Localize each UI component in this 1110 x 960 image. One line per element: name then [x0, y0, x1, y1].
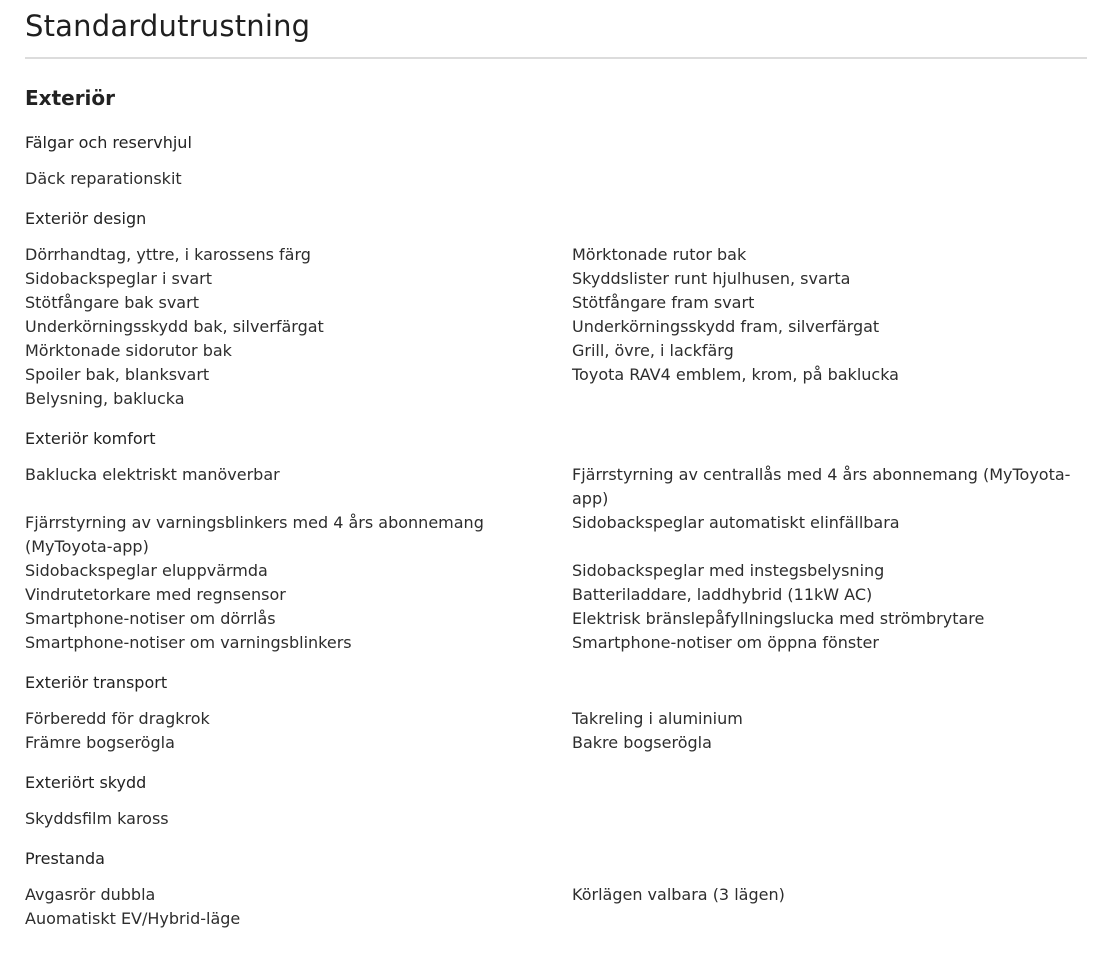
group-title: Prestanda: [25, 849, 105, 868]
equipment-item: Bakre bogserögla: [572, 733, 712, 752]
equipment-item: Sidobackspeglar i svart: [25, 269, 212, 288]
page-title: Standardutrustning: [25, 9, 311, 43]
equipment-item: Skyddsfilm kaross: [25, 809, 169, 828]
equipment-list: [25, 463, 1087, 655]
equipment-item: Dörrhandtag, yttre, i karossens färg: [25, 245, 311, 264]
equipment-group: [25, 831, 1087, 931]
equipment-list: [25, 707, 1087, 755]
equipment-group: [25, 191, 1087, 411]
equipment-item: Takreling i aluminium: [572, 709, 743, 728]
equipment-group: [25, 115, 1087, 191]
equipment-group: [25, 655, 1087, 755]
equipment-list: [25, 883, 1087, 931]
equipment-item: Baklucka elektriskt manöverbar: [25, 465, 280, 484]
equipment-item: Skyddslister runt hjulhusen, svarta: [572, 269, 851, 288]
equipment-item: Underkörningsskydd bak, silverfärgat: [25, 317, 324, 336]
equipment-item: Elektrisk bränslepåfyllningslucka med strömbrytare: [572, 609, 985, 628]
section-title-exterior: Exteriör: [25, 86, 116, 110]
equipment-item: Fjärrstyrning av varningsblinkers med 4 års abonnemang (MyToyota-app): [25, 513, 484, 556]
equipment-item: Främre bogserögla: [25, 733, 175, 752]
equipment-group: [25, 411, 1087, 655]
equipment-list: [25, 807, 1087, 831]
equipment-item: Förberedd för dragkrok: [25, 709, 210, 728]
equipment-item: Fjärrstyrning av centrallås med 4 års abonnemang (MyToyota-app): [572, 465, 1071, 508]
equipment-item: Stötfångare fram svart: [572, 293, 755, 312]
group-title: Exteriör transport: [25, 673, 168, 692]
equipment-item: Sidobackspeglar med instegsbelysning: [572, 561, 885, 580]
equipment-group: [25, 755, 1087, 831]
equipment-item: Sidobackspeglar eluppvärmda: [25, 561, 268, 580]
equipment-item: Toyota RAV4 emblem, krom, på baklucka: [572, 365, 899, 384]
group-title: Exteriört skydd: [25, 773, 147, 792]
group-title: Fälgar och reservhjul: [25, 133, 192, 152]
equipment-item: Mörktonade sidorutor bak: [25, 341, 232, 360]
equipment-list: [25, 167, 1087, 191]
group-title: Exteriör design: [25, 209, 147, 228]
equipment-item: Auomatiskt EV/Hybrid-läge: [25, 909, 241, 928]
equipment-item: Spoiler bak, blanksvart: [25, 365, 210, 384]
equipment-item: Sidobackspeglar automatiskt elinfällbara: [572, 513, 900, 532]
equipment-item: Belysning, baklucka: [25, 389, 185, 408]
equipment-item: Smartphone-notiser om öppna fönster: [572, 633, 879, 652]
equipment-item: Däck reparationskit: [25, 169, 182, 188]
equipment-item: Grill, övre, i lackfärg: [572, 341, 734, 360]
equipment-item: Mörktonade rutor bak: [572, 245, 747, 264]
equipment-list: [25, 243, 1087, 411]
equipment-item: Vindrutetorkare med regnsensor: [25, 585, 286, 604]
equipment-item: Stötfångare bak svart: [25, 293, 199, 312]
equipment-groups: [25, 115, 1087, 931]
equipment-item: Underkörningsskydd fram, silverfärgat: [572, 317, 880, 336]
group-title: Exteriör komfort: [25, 429, 156, 448]
equipment-item: Smartphone-notiser om dörrlås: [25, 609, 276, 628]
equipment-item: Körlägen valbara (3 lägen): [572, 885, 785, 904]
equipment-item: Avgasrör dubbla: [25, 885, 156, 904]
equipment-item: Smartphone-notiser om varningsblinkers: [25, 633, 352, 652]
equipment-item: Batteriladdare, laddhybrid (11kW AC): [572, 585, 873, 604]
